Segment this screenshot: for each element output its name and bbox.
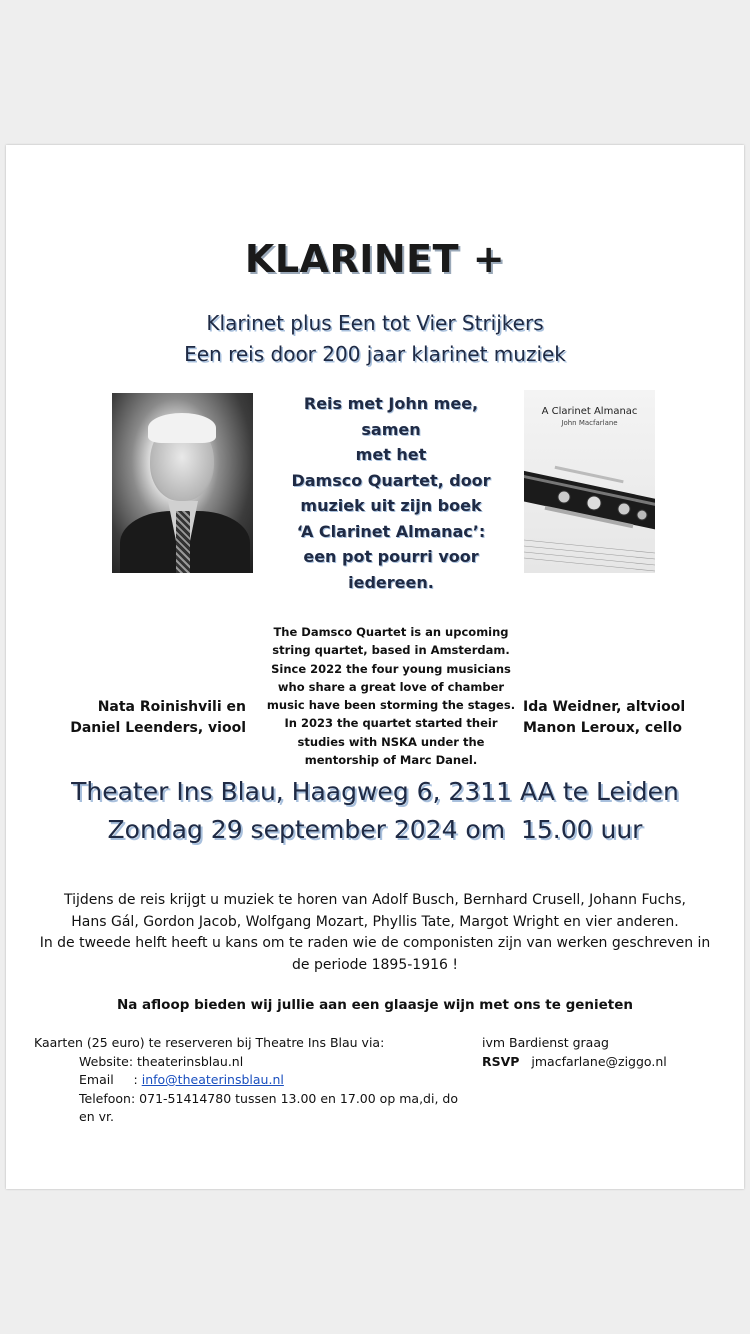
- quartet-line: In 2023 the quartet started their: [284, 716, 498, 731]
- intro-line: een pot pourri voor: [303, 547, 479, 566]
- venue-address: Theater Ins Blau, Haagweg 6, 2311 AA te Leiden: [71, 777, 679, 806]
- intro-line: muziek uit zijn boek: [300, 496, 482, 515]
- program-text: [26, 890, 724, 976]
- musician-line: Manon Leroux, cello: [523, 720, 682, 736]
- email-link[interactable]: info@theaterinsblau.nl: [141, 1072, 284, 1087]
- quartet-line: music have been storming the stages.: [266, 698, 516, 713]
- rsvp-row: [482, 1053, 732, 1072]
- musician-line: Nata Roinishvili en: [97, 699, 246, 715]
- intro-line: met het: [355, 445, 427, 464]
- quartet-line: studies with NSKA under the: [297, 734, 485, 749]
- ticket-phone: Telefoon: 071-51414780 tussen 13.00 en 17.00 op ma,di, do en vr.: [79, 1090, 458, 1124]
- intro-line: ‘A Clarinet Almanac’:: [296, 521, 486, 541]
- flyer-title: KLARINET +: [244, 237, 506, 281]
- book-cover: [524, 390, 655, 573]
- clarinet-illustration: [524, 445, 655, 573]
- quartet-line: string quartet, based in Amsterdam.: [272, 643, 510, 658]
- violinists: [46, 697, 246, 739]
- portrait-photo: [112, 393, 253, 573]
- reception-note: Na afloop bieden wij jullie aan een glaasje wijn met ons te genieten: [116, 997, 634, 1013]
- program-line: Hans Gál, Gordon Jacob, Wolfgang Mozart, Phyllis Tate, Margot Wright en vier anderen.: [71, 913, 679, 930]
- quartet-line: who share a great love of chamber: [277, 679, 505, 694]
- musician-line: Ida Weidner, altviool: [523, 699, 686, 715]
- rsvp-label: RSVP: [482, 1053, 520, 1069]
- subtitle-line-1: Klarinet plus Een tot Vier Strijkers: [206, 311, 544, 335]
- rsvp-note: ivm Bardienst graag: [482, 1035, 609, 1050]
- musician-line: Daniel Leenders, viool: [70, 720, 246, 736]
- quartet-line: mentorship of Marc Danel.: [304, 753, 478, 768]
- intro-line: Reis met John mee, samen: [303, 394, 479, 439]
- ticket-info: [34, 1034, 474, 1127]
- quartet-line: Since 2022 the four young musicians: [271, 661, 511, 676]
- flyer-page: [6, 145, 744, 1189]
- rsvp-email: jmacfarlane@ziggo.nl: [531, 1053, 667, 1069]
- book-author: John Macfarlane: [561, 419, 618, 427]
- quartet-line: The Damsco Quartet is an upcoming: [273, 625, 509, 639]
- program-line: Tijdens de reis krijgt u muziek te horen van Adolf Busch, Bernhard Crusell, Johann Fuchs,: [64, 892, 686, 908]
- rsvp-info: [482, 1034, 732, 1071]
- quartet-description: [261, 623, 521, 769]
- program-line: de periode 1895-1916 !: [292, 956, 458, 973]
- ticket-website: Website: theaterinsblau.nl: [79, 1053, 244, 1069]
- subtitle-line-2: Een reis door 200 jaar klarinet muziek: [184, 342, 566, 366]
- viola-cello-players: [523, 697, 733, 739]
- intro-text: [272, 391, 510, 595]
- intro-line: Damsco Quartet, door: [291, 470, 491, 490]
- intro-line: iedereen.: [348, 572, 434, 592]
- email-label: Email :: [79, 1072, 142, 1087]
- program-line: In de tweede helft heeft u kans om te raden wie de componisten zijn van werken geschreven in: [39, 935, 711, 951]
- book-title: A Clarinet Almanac: [541, 406, 638, 417]
- ticket-email-row: [34, 1071, 474, 1090]
- event-date-time: Zondag 29 september 2024 om 15.00 uur: [107, 815, 643, 844]
- ticket-intro: Kaarten (25 euro) te reserveren bij Theatre Ins Blau via:: [34, 1035, 385, 1050]
